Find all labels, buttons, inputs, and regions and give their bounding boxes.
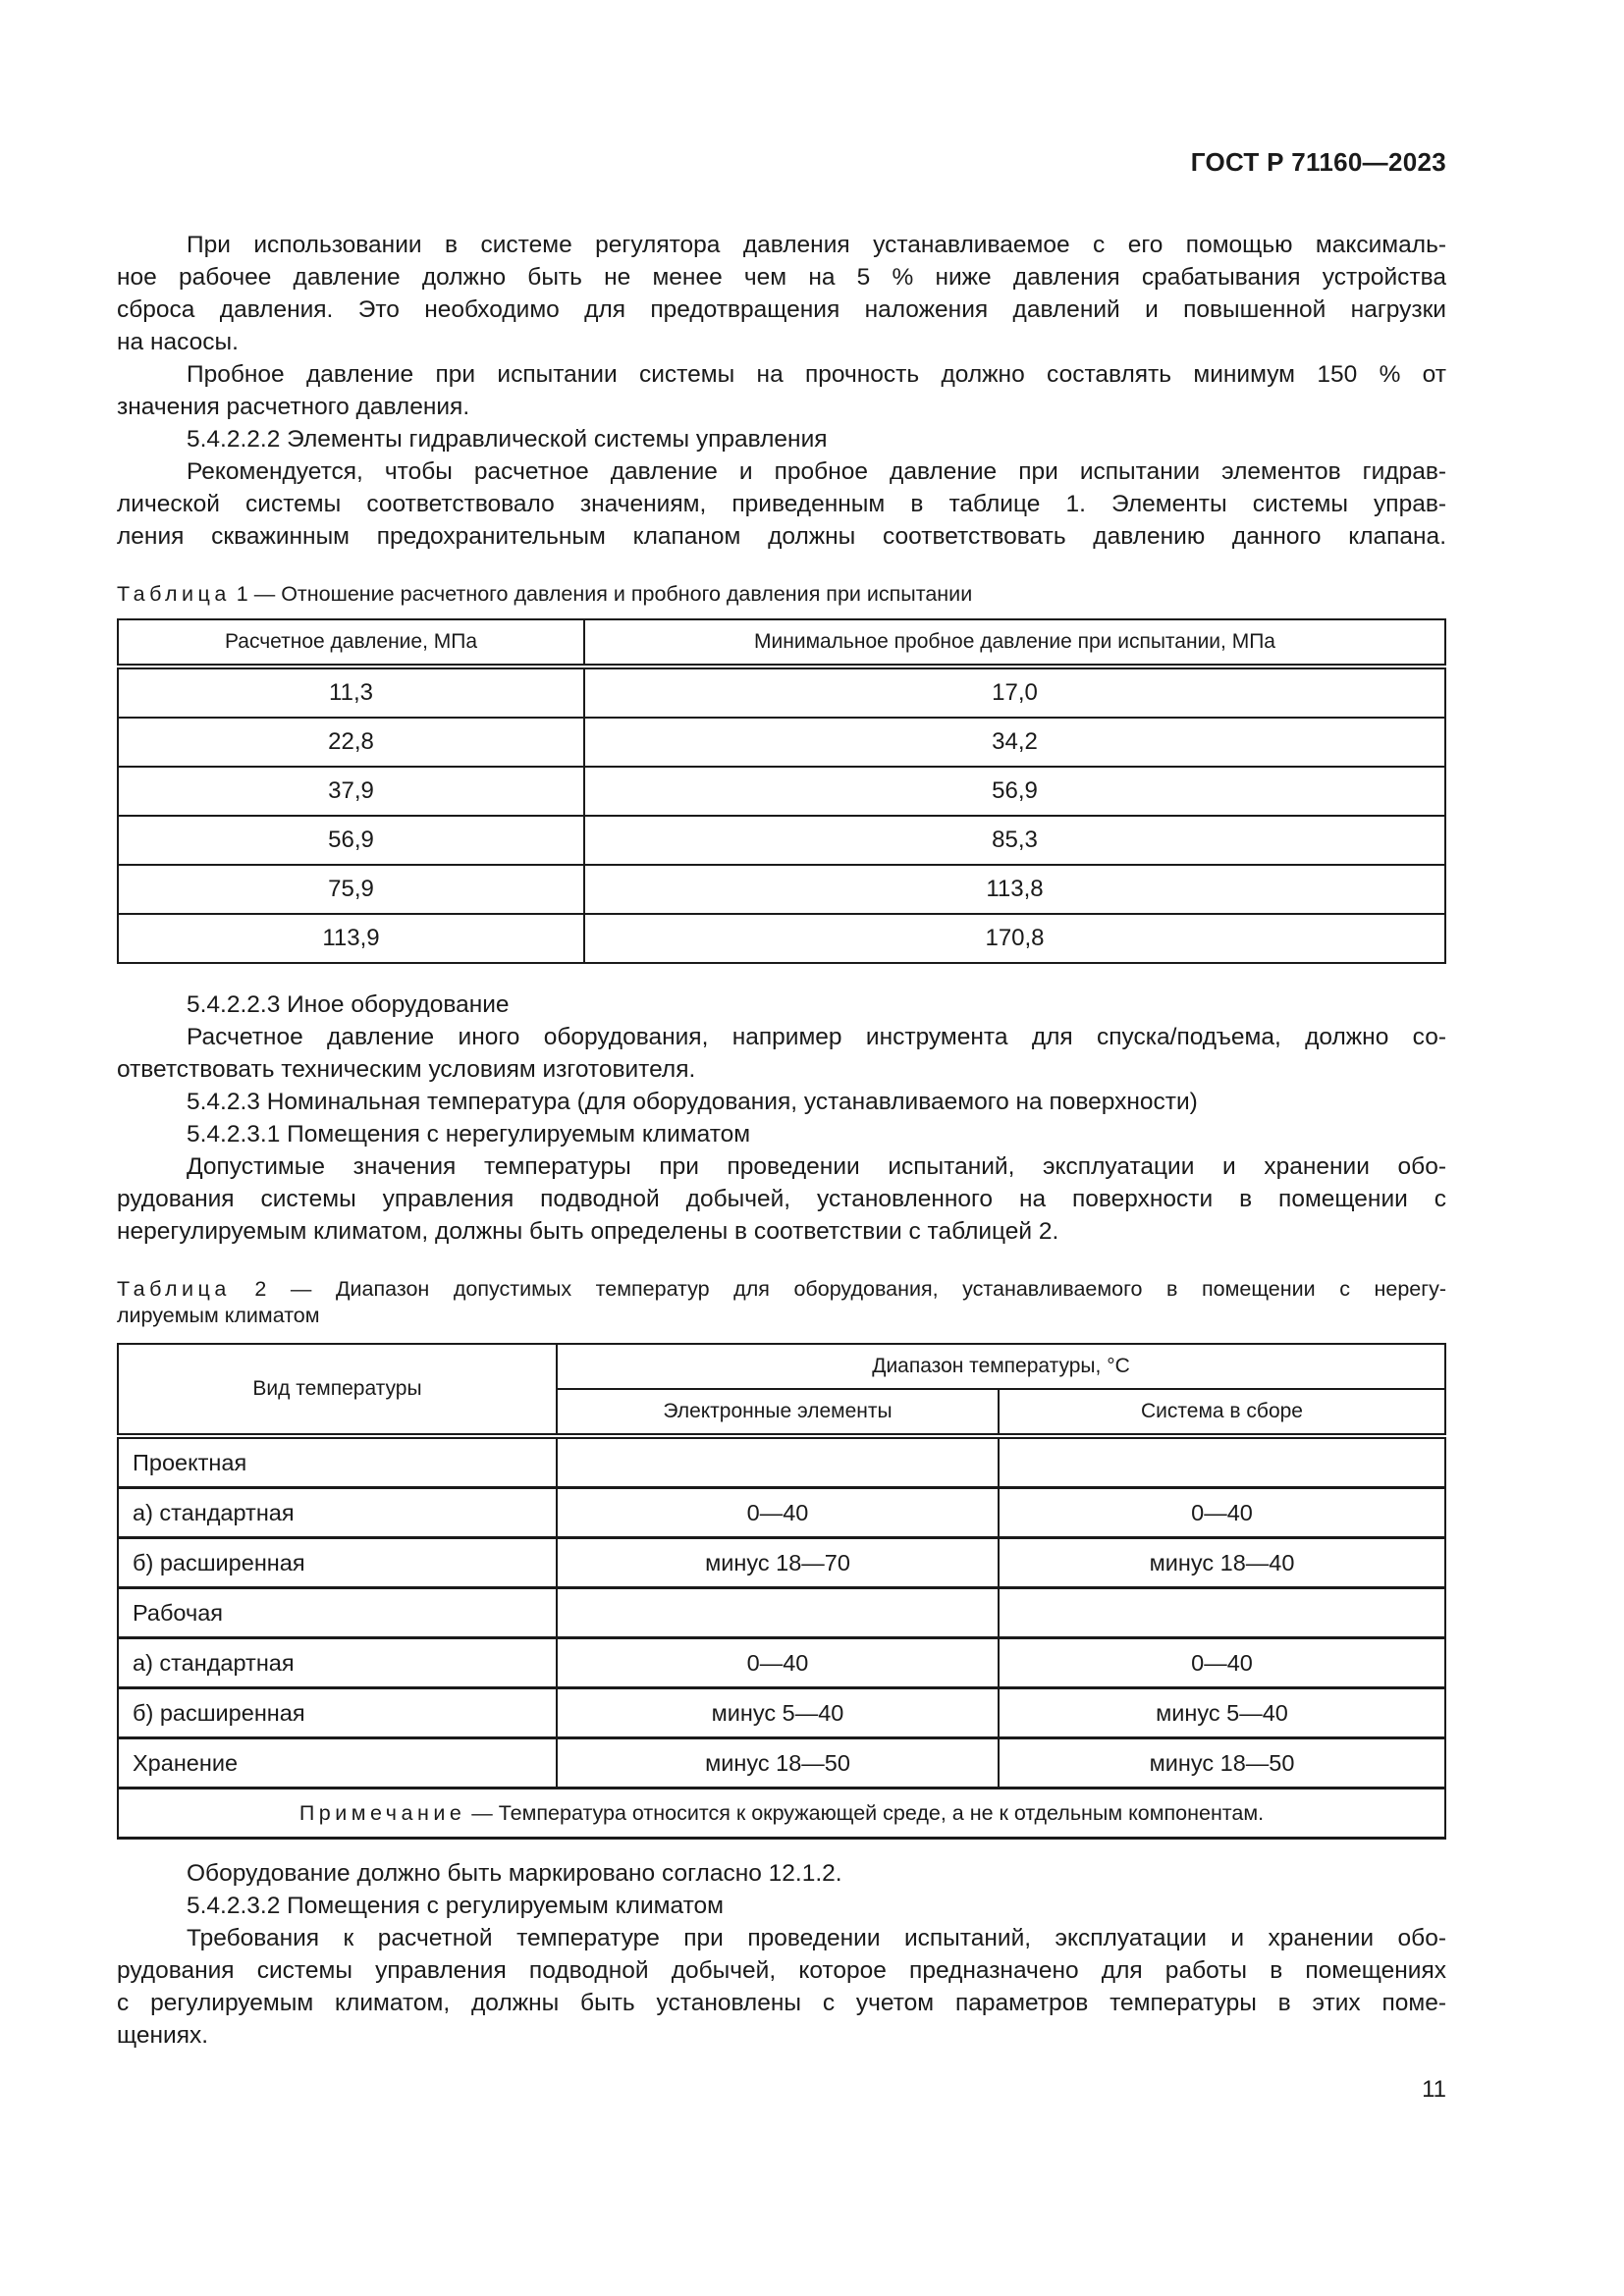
page-number: 11 (1422, 2076, 1446, 2103)
table1-pressure-ratio (117, 618, 1446, 964)
text-line: с регулируемым климатом, должны быть установлены с учетом параметров температуры в этих поме- (117, 1990, 1446, 2016)
table-cell: 113,8 (584, 865, 1445, 914)
section-heading-5-4-2-2-2: 5.4.2.2.2 Элементы гидравлической системы управления (187, 426, 828, 453)
table-cell: а) стандартная (118, 1638, 557, 1688)
text-line: сброса давления. Это необходимо для предотвращения наложения давлений и повышенной нагрузки (117, 296, 1446, 323)
table-cell: минус 18—40 (999, 1538, 1445, 1588)
table1-header-design-pressure: Расчетное давление, МПа (118, 619, 584, 667)
text-line: рудования системы управления подводной добычей, которое предназначено для работы в помещениях (117, 1957, 1446, 1984)
table-cell: 170,8 (584, 914, 1445, 963)
table-cell: минус 18—50 (557, 1738, 999, 1789)
table2-note (118, 1789, 1445, 1839)
text-line: ответствовать техническим условиям изготовителя. (117, 1056, 696, 1083)
table-cell: минус 18—70 (557, 1538, 999, 1588)
table-cell: 0—40 (557, 1488, 999, 1538)
text-line: ное рабочее давление должно быть не менее чем на 5 % ниже давления срабатывания устройства (117, 264, 1446, 291)
table1-header-min-test-pressure: Минимальное пробное давление при испытании, МПа (584, 619, 1445, 667)
text-line: Требования к расчетной температуре при проведении испытаний, эксплуатации и хранении обо- (187, 1925, 1446, 1951)
table-row (118, 1436, 1445, 1488)
table-row (118, 865, 1445, 914)
table-cell: а) стандартная (118, 1488, 557, 1538)
text-line: щениях. (117, 2022, 209, 2049)
text-line: лической системы соответствовало значениям, приведенным в таблице 1. Элементы системы управ- (117, 491, 1446, 517)
section-heading-5-4-2-3-1: 5.4.2.3.1 Помещения с нерегулируемым климатом (187, 1121, 751, 1148)
table-row (118, 1638, 1445, 1688)
intro-paragraphs (117, 229, 1446, 553)
table2-header-electronics: Электронные элементы (557, 1389, 999, 1436)
closing-paragraphs (117, 1857, 1446, 2052)
table-cell: Проектная (118, 1436, 557, 1488)
table-cell: 34,2 (584, 718, 1445, 767)
table-cell (557, 1436, 999, 1488)
table1-caption-label: Таблица (117, 582, 231, 606)
table-row (118, 816, 1445, 865)
table2-caption-text: 2 — Диапазон допустимых температур для оборудования, устанавливаемого в помещении с нерегу- (230, 1277, 1446, 1301)
table2-caption (117, 1276, 1446, 1329)
table-cell: 17,0 (584, 667, 1445, 718)
section-heading-5-4-2-2-3: 5.4.2.2.3 Иное оборудование (187, 991, 510, 1018)
text-line: Рекомендуется, чтобы расчетное давление и пробное давление при испытании элементов гидрав- (187, 458, 1446, 485)
text-line: Расчетное давление иного оборудования, например инструмента для спуска/подъема, должно со- (187, 1024, 1446, 1050)
table-cell: минус 5—40 (557, 1688, 999, 1738)
table-cell (999, 1436, 1445, 1488)
table-cell: б) расширенная (118, 1538, 557, 1588)
table2-note-text: — Температура относится к окружающей среде, а не к отдельным компонентам. (465, 1800, 1265, 1825)
table-note-row (118, 1789, 1445, 1839)
table-row (118, 667, 1445, 718)
table-row (118, 767, 1445, 816)
table2-caption-text-cont: лируемым климатом (117, 1304, 320, 1327)
table-row (118, 718, 1445, 767)
table-cell: 56,9 (118, 816, 584, 865)
table-row (118, 1688, 1445, 1738)
table1-caption-text: 1 — Отношение расчетного давления и пробного давления при испытании (230, 582, 973, 606)
text-line: При использовании в системе регулятора давления устанавливаемое с его помощью максималь- (187, 232, 1446, 258)
table2-header-range-group: Диапазон температуры, °С (557, 1344, 1445, 1389)
table-cell: 113,9 (118, 914, 584, 963)
table-row (118, 914, 1445, 963)
table-cell: б) расширенная (118, 1688, 557, 1738)
table-cell: 11,3 (118, 667, 584, 718)
text-line: нерегулируемым климатом, должны быть определены в соответствии с таблицей 2. (117, 1218, 1059, 1245)
table-cell: 37,9 (118, 767, 584, 816)
table-cell: Рабочая (118, 1588, 557, 1638)
table-cell: 56,9 (584, 767, 1445, 816)
text-line: значения расчетного давления. (117, 394, 470, 420)
table-row (118, 1538, 1445, 1588)
table2-caption-label: Таблица (117, 1277, 231, 1301)
table-cell: 0—40 (999, 1488, 1445, 1538)
table-cell (557, 1588, 999, 1638)
middle-paragraphs (117, 988, 1446, 1248)
table-cell: 85,3 (584, 816, 1445, 865)
table-row (118, 1588, 1445, 1638)
table-cell: 0—40 (999, 1638, 1445, 1688)
table-row (118, 1488, 1445, 1538)
text-line: ления скважинным предохранительным клапаном должны соответствовать давлению данного клапана. (117, 523, 1446, 550)
text-line: рудования системы управления подводной добычей, установленного на поверхности в помещении с (117, 1186, 1446, 1212)
table-cell: Хранение (118, 1738, 557, 1789)
table-cell: минус 18—50 (999, 1738, 1445, 1789)
table2-header-assembled-system: Система в сборе (999, 1389, 1445, 1436)
text-line: Допустимые значения температуры при проведении испытаний, эксплуатации и хранении обо- (187, 1153, 1446, 1180)
table-cell (999, 1588, 1445, 1638)
table-cell: 0—40 (557, 1638, 999, 1688)
text-line: на насосы. (117, 329, 239, 355)
table-cell: 75,9 (118, 865, 584, 914)
table1-caption (117, 581, 1446, 608)
table-row (118, 1738, 1445, 1789)
document-id-header: ГОСТ Р 71160—2023 (1190, 147, 1446, 177)
table-cell: минус 5—40 (999, 1688, 1445, 1738)
table2-header-temperature-type: Вид температуры (118, 1344, 557, 1436)
section-heading-5-4-2-3: 5.4.2.3 Номинальная температура (для оборудования, устанавливаемого на поверхности) (187, 1089, 1198, 1115)
text-line: Пробное давление при испытании системы на прочность должно составлять минимум 150 % от (187, 361, 1446, 388)
section-heading-5-4-2-3-2: 5.4.2.3.2 Помещения с регулируемым климатом (187, 1893, 724, 1919)
table-cell: 22,8 (118, 718, 584, 767)
table2-note-label: Примечание (298, 1800, 466, 1825)
text-line: Оборудование должно быть маркировано согласно 12.1.2. (187, 1860, 842, 1887)
table2-temperature-range (117, 1343, 1446, 1840)
